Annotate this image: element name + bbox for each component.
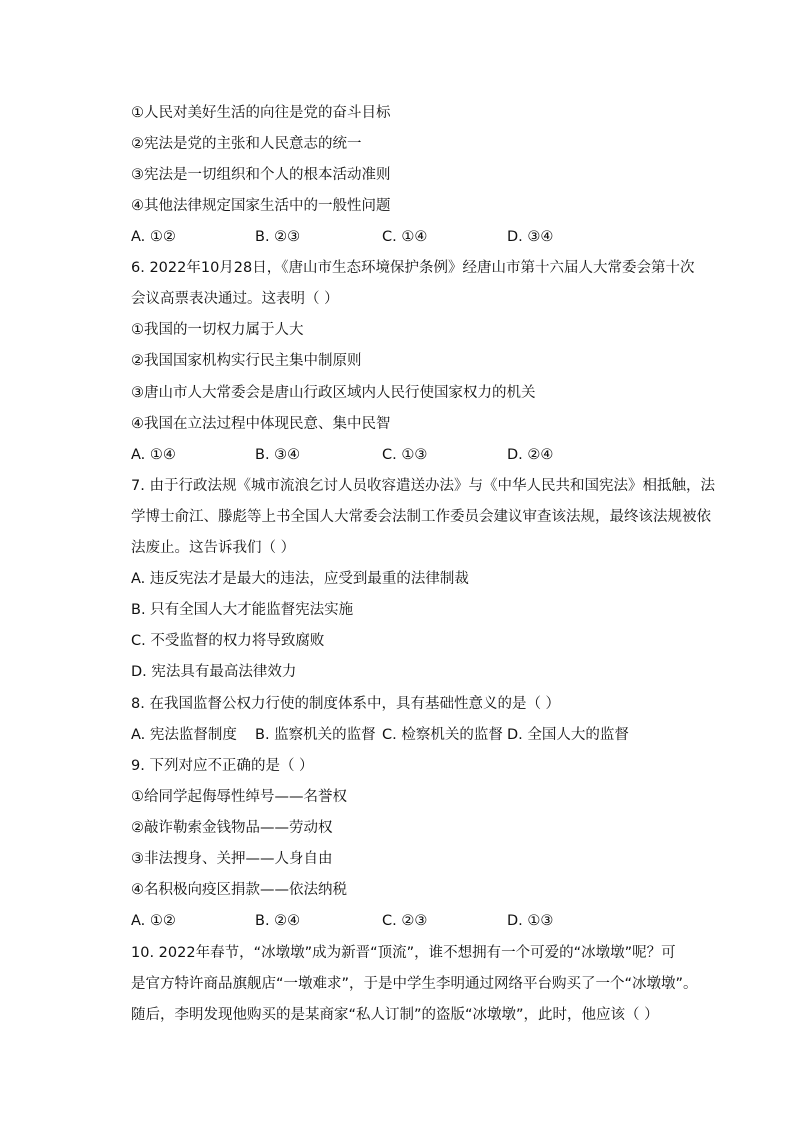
q8-option-d: D. 全国人大的监督 xyxy=(507,727,629,743)
q6-item-1: ①我国的一切权力属于人大 xyxy=(131,322,304,338)
q5-item-1: ①人民对美好生活的向往是党的奋斗目标 xyxy=(131,105,391,121)
q5-option-a: A. ①② xyxy=(131,229,176,245)
q10-stem-line-2: 是官方特许商品旗舰店“一墩难求”，于是中学生李明通过网络平台购买了一个“冰墩墩”。 xyxy=(131,976,698,992)
q9-item-2: ②敲诈勒索金钱物品——劳动权 xyxy=(131,820,333,836)
q10-stem-line-1: 10. 2022年春节，“冰墩墩”成为新晋“顶流”，谁不想拥有一个可爱的“冰墩墩”呢？可 xyxy=(131,945,676,961)
q6-option-d: D. ②④ xyxy=(507,447,554,463)
q6-stem-line-1: 6. 2022年10月28日，《唐山市生态环境保护条例》经唐山市第十六届人大常委会第十次 xyxy=(131,260,695,276)
q6-option-c: C. ①③ xyxy=(382,447,428,463)
q9-item-3: ③非法搜身、关押——人身自由 xyxy=(131,851,333,867)
q9-option-d: D. ①③ xyxy=(507,913,554,929)
q5-option-c: C. ①④ xyxy=(382,229,428,245)
q6-option-b: B. ③④ xyxy=(255,447,301,463)
q5-item-3: ③宪法是一切组织和个人的根本活动准则 xyxy=(131,167,391,183)
q9-option-b: B. ②④ xyxy=(255,913,301,929)
q8-option-c: C. 检察机关的监督 xyxy=(382,727,503,743)
q7-option-a: A. 违反宪法才是最大的违法，应受到最重的法律制裁 xyxy=(131,571,469,587)
q8-option-b: B. 监察机关的监督 xyxy=(255,727,376,743)
q5-item-4: ④其他法律规定国家生活中的一般性问题 xyxy=(131,198,391,214)
q6-item-3: ③唐山市人大常委会是唐山行政区域内人民行使国家权力的机关 xyxy=(131,385,536,401)
q6-stem-line-2: 会议高票表决通过。这表明（ ） xyxy=(131,291,339,307)
q5-item-2: ②宪法是党的主张和人民意志的统一 xyxy=(131,136,362,152)
q7-stem-line-3: 法废止。这告诉我们（ ） xyxy=(131,540,296,556)
q5-option-b: B. ②③ xyxy=(255,229,301,245)
q7-option-d: D. 宪法具有最高法律效力 xyxy=(131,664,297,680)
q9-option-c: C. ②③ xyxy=(382,913,428,929)
q7-stem-line-1: 7. 由于行政法规《城市流浪乞讨人员收容遣送办法》与《中华人民共和国宪法》相抵触，法 xyxy=(131,478,715,494)
q8-stem: 8. 在我国监督公权力行使的制度体系中，具有基础性意义的是（ ） xyxy=(131,696,561,712)
q6-item-2: ②我国国家机构实行民主集中制原则 xyxy=(131,353,362,369)
q6-option-a: A. ①④ xyxy=(131,447,176,463)
q7-stem-line-2: 学博士俞江、滕彪等上书全国人大常委会法制工作委员会建议审查该法规，最终该法规被依 xyxy=(131,509,711,525)
q9-item-4: ④名积极向疫区捐款——依法纳税 xyxy=(131,882,347,898)
q7-option-c: C. 不受监督的权力将导致腐败 xyxy=(131,633,325,649)
q7-option-b: B. 只有全国人大才能监督宪法实施 xyxy=(131,602,354,618)
q9-stem: 9. 下列对应不正确的是（ ） xyxy=(131,758,314,774)
q5-option-d: D. ③④ xyxy=(507,229,554,245)
q6-item-4: ④我国在立法过程中体现民意、集中民智 xyxy=(131,416,391,432)
q9-item-1: ①给同学起侮辱性绰号——名誉权 xyxy=(131,789,347,805)
q9-option-a: A. ①② xyxy=(131,913,176,929)
q10-stem-line-3: 随后，李明发现他购买的是某商家“私人订制”的盗版“冰墩墩”，此时，他应该（ ） xyxy=(131,1007,659,1023)
q8-option-a: A. 宪法监督制度 xyxy=(131,727,237,743)
